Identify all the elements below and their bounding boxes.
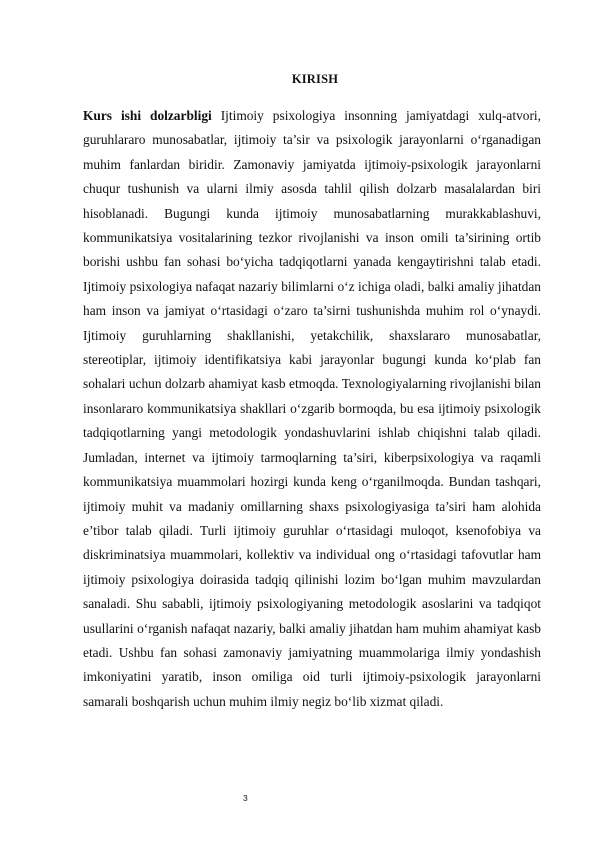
section-heading: KIRISH — [291, 72, 339, 86]
page-number: 3 — [243, 793, 248, 803]
paragraph-body: Ijtimoiy psixologiya insonning jamiyatdagi xulq-atvori, guruhlararo munosabatlar, ijtimoiy ta’sir va psixologik jarayonlarni o‘rganadigan muhim fanlardan biridir. Zamonaviy jamiyatda ijtimoiy-psixologik jarayonlarni chuqur tushunish va ularni ilmiy asosda tahlil qilish dolzarb masalalardan biri hisoblanadi. Bugungi kunda ijtimoiy munosabatlarning murakkablashuvi, kommunikatsiya vositalarining tezkor rivojlanishi va inson omili ta’sirining ortib borishi ushbu fan sohasi bo‘yicha tadqiqotlarni yanada kengaytirishni talab etadi. Ijtimoiy psixologiya nafaqat nazariy bilimlarni o‘z ichiga oladi, balki amaliy jihatdan ham inson va jamiyat o‘rtasidagi o‘zaro ta’sirni tushunishda muhim rol o‘ynaydi. Ijtimoiy guruhlarning shakllanishi, yetakchilik, shaxslararo munosabatlar, stereotiplar, ijtimoiy identifikatsiya kabi jarayonlar bugungi kunda ko‘plab fan sohalari uchun dolzarb ahamiyat kasb etmoqda. Texnologiyalarning rivojlanishi bilan insonlararo kommunikatsiya shakllari o‘zgarib bormoqda, bu esa ijtimoiy psixologik tadqiqotlarning yangi metodologik yondashuvlarini ishlab chiqishni talab qiladi. Jumladan, internet va ijtimoiy tarmoqlarning ta’siri, kiberpsixologiya va raqamli kommunikatsiya muammolari hozirgi kunda keng o‘rganilmoqda. Bundan tashqari, ijtimoiy muhit va madaniy omillarning shaxs psixologiyasiga ta’siri ham alohida e’tibor talab qiladi. Turli ijtimoiy guruhlar o‘rtasidagi muloqot, ksenofobiya va diskriminatsiya muammolari, kollektiv va individual ong o‘rtasidagi tafovutlar ham ijtimoiy psixologiya doirasida tadqiq qilinishi lozim bo‘lgan muhim mavzulardan sanaladi. Shu sababli, ijtimoiy psixologiyaning metodologik asoslarini va tadqiqot usullarini o‘rganish nafaqat nazariy, balki amaliy jihatdan ham muhim ahamiyat kasb etadi. Ushbu fan sohasi zamonaviy jamiyatning muammolariga ilmiy yondashish imkoniyatini yaratib, inson omiliga oid turli ijtimoiy-psixologik jarayonlarni samarali boshqarish uchun muhim ilmiy negiz bo‘lib xizmat qiladi. — [83, 108, 541, 709]
paragraph-lead: Kurs ishi dolzarbligi — [83, 108, 212, 123]
body-paragraph — [83, 104, 541, 714]
